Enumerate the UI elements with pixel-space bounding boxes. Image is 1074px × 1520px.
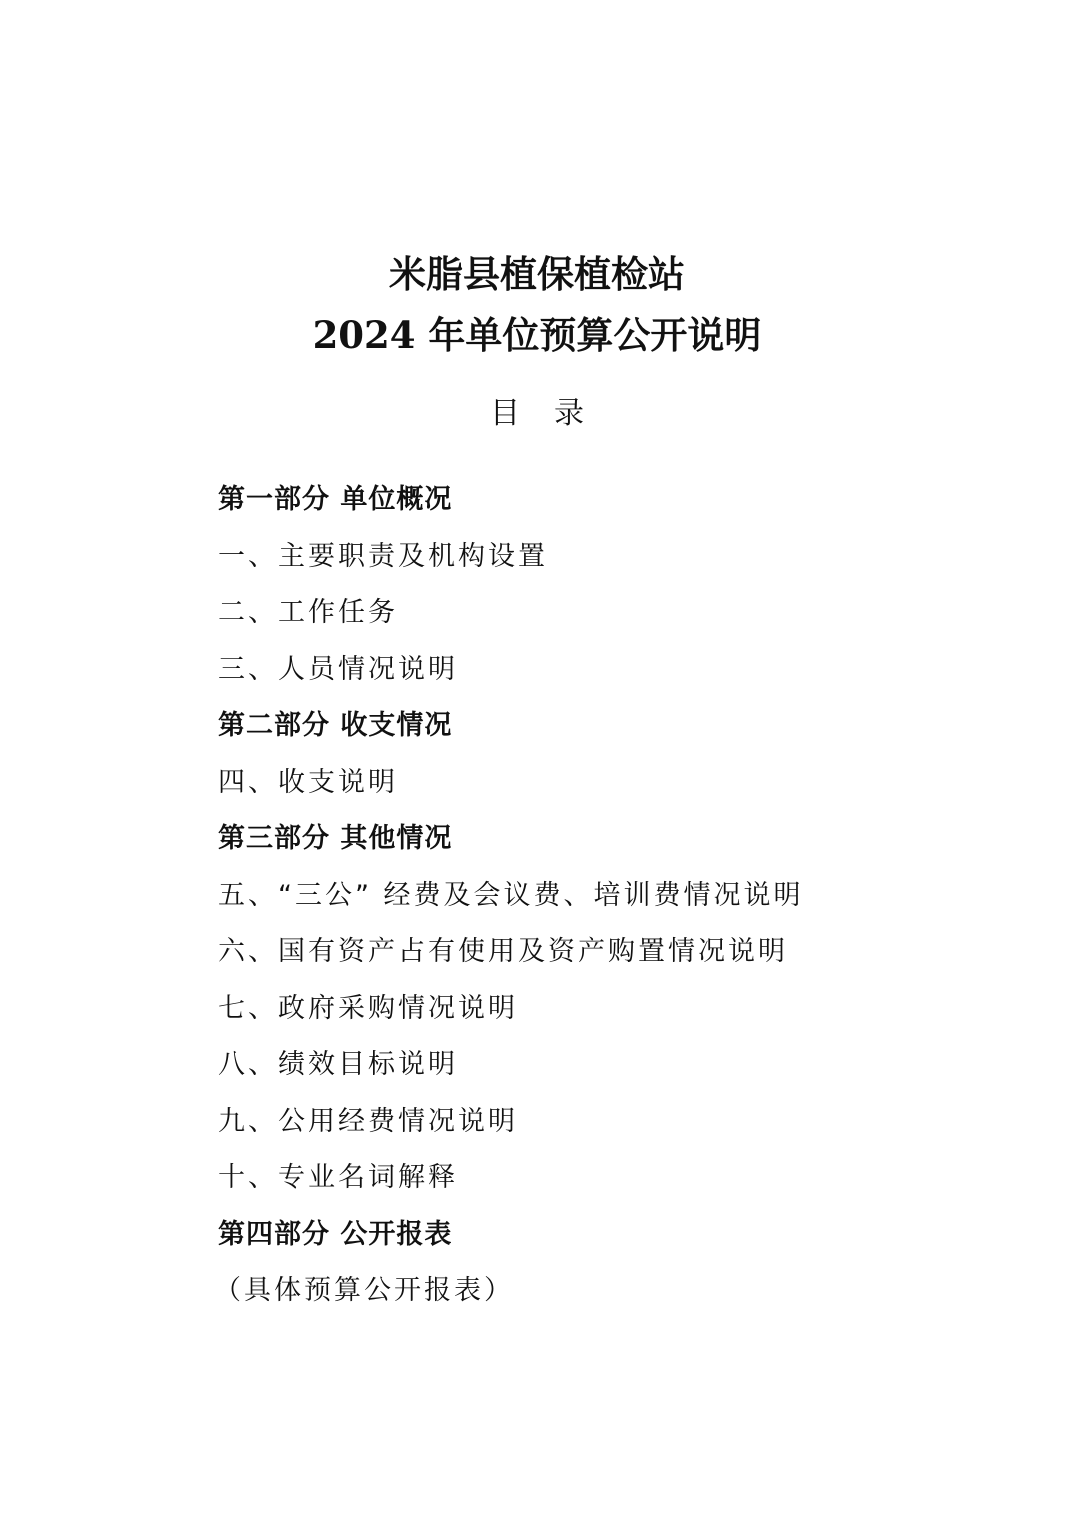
toc-item-3: 三、人员情况说明: [218, 653, 458, 685]
toc-part-1: 第一部分 单位概况: [218, 484, 453, 515]
toc-item-2: 二、工作任务: [218, 597, 398, 628]
toc-item-9: 九、公用经费情况说明: [218, 1105, 518, 1137]
toc-item-8: 八、绩效目标说明: [218, 1049, 458, 1080]
document-title-line1: 米脂县植保植检站: [389, 252, 685, 296]
toc-item-7: 七、政府采购情况说明: [218, 992, 518, 1024]
toc-item-6: 六、国有资产占有使用及资产购置情况说明: [218, 936, 788, 967]
toc-item-4: 四、收支说明: [218, 766, 398, 798]
toc-heading-right: 录: [554, 396, 584, 431]
toc-item-5: 五、“三公” 经费及会议费、培训费情况说明: [218, 879, 804, 911]
table-of-contents: [214, 478, 804, 1326]
toc-part-3: 第三部分 其他情况: [218, 823, 453, 854]
toc-heading: [0, 394, 1074, 434]
toc-item-10: 十、专业名词解释: [218, 1162, 458, 1193]
toc-part-4: 第四部分 公开报表: [218, 1218, 453, 1250]
toc-item-1: 一、主要职责及机构设置: [218, 540, 548, 572]
toc-part-2: 第二部分 收支情况: [218, 710, 453, 741]
toc-heading-left: 目: [490, 396, 520, 431]
toc-note: （具体预算公开报表）: [214, 1275, 514, 1306]
document-title-line2: 2024 年单位预算公开说明: [312, 313, 762, 357]
